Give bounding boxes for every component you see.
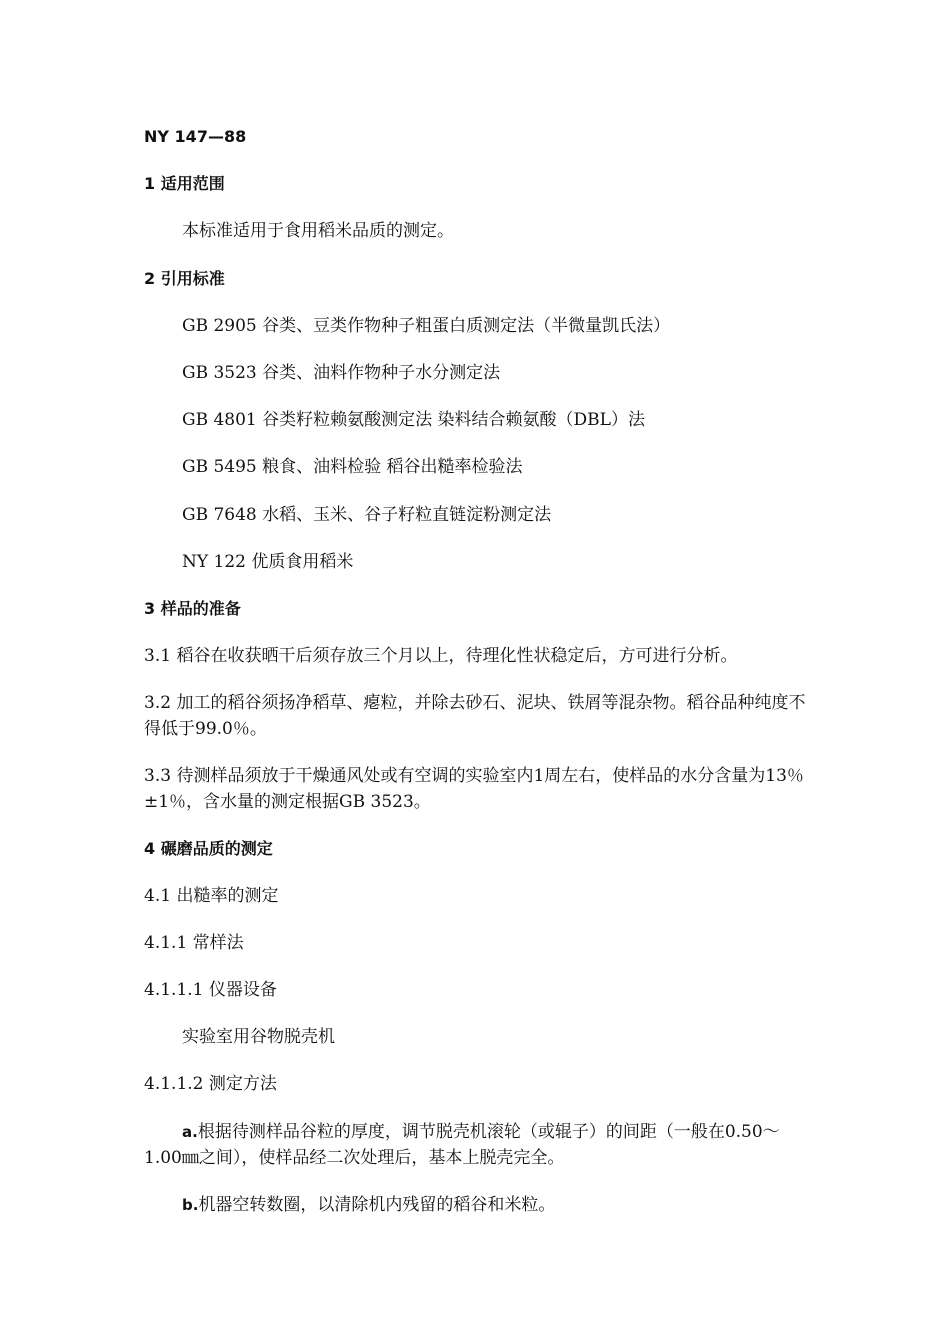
section-3-heading: 3 样品的准备 [144,599,241,618]
clause-4-1-1-2: 4.1.1.2 测定方法 [144,1074,277,1094]
step-a-marker: a. [182,1123,198,1141]
step-b [182,1192,822,1218]
clause-4-1-1: 4.1.1 常样法 [144,933,244,953]
clause-3-3: 3.3 待测样品须放于干燥通风处或有空调的实验室内1周左右，使样品的水分含量为13％±1％，含水量的测定根据GB 3523。 [144,766,804,812]
section-1-heading: 1 适用范围 [144,174,225,193]
reference-item: GB 2905 谷类、豆类作物种子粗蛋白质测定法（半微量凯氏法） [182,316,671,336]
section-4-heading: 4 碾磨品质的测定 [144,839,273,858]
reference-item: NY 122 优质食用稻米 [182,552,354,572]
clause-3-2: 3.2 加工的稻谷须扬净稻草、瘪粒，并除去砂石、泥块、铁屑等混杂物。稻谷品种纯度不得低于99.0％。 [144,693,806,739]
step-b-marker: b. [182,1196,199,1214]
reference-item: GB 3523 谷类、油料作物种子水分测定法 [182,363,501,383]
step-b-text: 机器空转数圈，以清除机内残留的稻谷和米粒。 [198,1195,556,1215]
reference-item: GB 4801 谷类籽粒赖氨酸测定法 染料结合赖氨酸（DBL）法 [182,410,645,430]
step-a [144,1119,810,1171]
document-code: NY 147—88 [144,127,247,146]
equipment-text: 实验室用谷物脱壳机 [182,1027,335,1047]
section-1-body: 本标准适用于食用稻米品质的测定。 [182,221,454,241]
step-a-text: 根据待测样品谷粒的厚度，调节脱壳机滚轮（或辊子）的间距（一般在0.50～1.00㎜之间），使样品经二次处理后，基本上脱壳完全。 [144,1122,780,1168]
clause-4-1: 4.1 出糙率的测定 [144,886,279,906]
clause-4-1-1-1: 4.1.1.1 仪器设备 [144,980,277,1000]
reference-item: GB 5495 粮食、油料检验 稻谷出糙率检验法 [182,457,523,477]
section-2-heading: 2 引用标准 [144,269,225,288]
clause-3-1: 3.1 稻谷在收获晒干后须存放三个月以上，待理化性状稳定后，方可进行分析。 [144,646,738,666]
reference-item: GB 7648 水稻、玉米、谷子籽粒直链淀粉测定法 [182,505,552,525]
